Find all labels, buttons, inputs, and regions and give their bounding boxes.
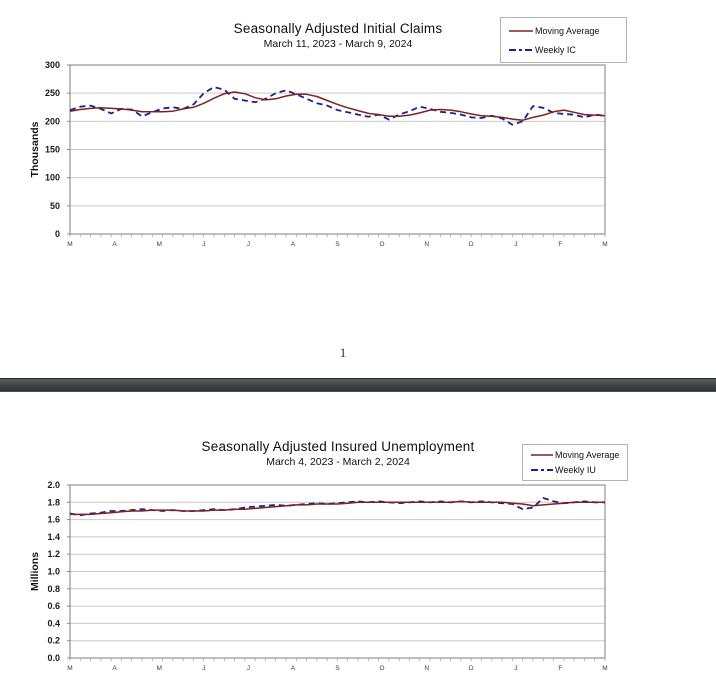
svg-text:M: M <box>67 241 73 248</box>
legend-label: Moving Average <box>535 25 600 36</box>
legend-label: Moving Average <box>555 450 620 461</box>
svg-text:0.4: 0.4 <box>47 618 60 629</box>
svg-text:200: 200 <box>44 116 60 127</box>
svg-text:N: N <box>424 665 430 672</box>
svg-text:300: 300 <box>44 60 60 70</box>
legend-label: Weekly IC <box>535 44 576 55</box>
page-2 <box>0 392 716 700</box>
svg-text:0.2: 0.2 <box>47 635 60 646</box>
svg-text:O: O <box>379 665 385 672</box>
svg-text:0.8: 0.8 <box>47 583 60 594</box>
svg-text:A: A <box>112 665 117 672</box>
svg-text:0.0: 0.0 <box>47 653 60 663</box>
page-number: 1 <box>339 345 347 360</box>
svg-text:S: S <box>335 241 340 248</box>
svg-text:D: D <box>468 665 474 672</box>
svg-text:2.0: 2.0 <box>47 480 60 490</box>
svg-text:100: 100 <box>44 172 60 183</box>
svg-text:0.6: 0.6 <box>47 601 60 612</box>
svg-text:Millions: Millions <box>29 551 41 592</box>
initial-claims-chart <box>0 0 716 270</box>
svg-text:A: A <box>290 241 296 248</box>
insured-unemployment-chart-title: Seasonally Adjusted Insured Unemployment <box>201 439 475 454</box>
svg-text:A: A <box>112 241 117 248</box>
svg-text:J: J <box>514 241 518 248</box>
svg-text:M: M <box>602 665 608 672</box>
svg-text:1.2: 1.2 <box>47 549 60 560</box>
svg-text:S: S <box>335 665 340 672</box>
svg-text:0: 0 <box>54 229 60 239</box>
svg-text:50: 50 <box>49 200 60 211</box>
initial-claims-chart-title: Seasonally Adjusted Initial Claims <box>233 21 443 36</box>
svg-text:F: F <box>558 665 563 672</box>
svg-text:1.8: 1.8 <box>47 497 60 508</box>
svg-text:J: J <box>514 665 518 672</box>
page-break-divider <box>0 378 716 392</box>
svg-text:M: M <box>602 241 608 248</box>
svg-text:J: J <box>202 665 206 672</box>
svg-text:A: A <box>290 665 296 672</box>
svg-text:F: F <box>558 241 563 248</box>
svg-text:J: J <box>246 241 250 248</box>
svg-text:1.0: 1.0 <box>47 566 60 577</box>
svg-text:M: M <box>156 665 162 672</box>
legend-label: Weekly IU <box>555 464 596 475</box>
svg-text:250: 250 <box>44 88 60 99</box>
svg-text:M: M <box>156 241 162 248</box>
insured-unemployment-chart <box>0 430 716 700</box>
insured-unemployment-chart-subtitle: March 4, 2023 - March 2, 2024 <box>266 456 410 468</box>
svg-text:O: O <box>379 241 385 248</box>
svg-text:1.4: 1.4 <box>47 531 60 542</box>
initial-claims-chart-subtitle: March 11, 2023 - March 9, 2024 <box>263 38 413 50</box>
svg-text:150: 150 <box>44 144 60 155</box>
svg-text:Thousands: Thousands <box>29 121 41 178</box>
svg-text:1.6: 1.6 <box>47 514 60 525</box>
svg-text:J: J <box>246 665 250 672</box>
svg-text:N: N <box>424 241 430 248</box>
svg-text:J: J <box>202 241 206 248</box>
svg-text:D: D <box>468 241 474 248</box>
svg-text:M: M <box>67 665 73 672</box>
